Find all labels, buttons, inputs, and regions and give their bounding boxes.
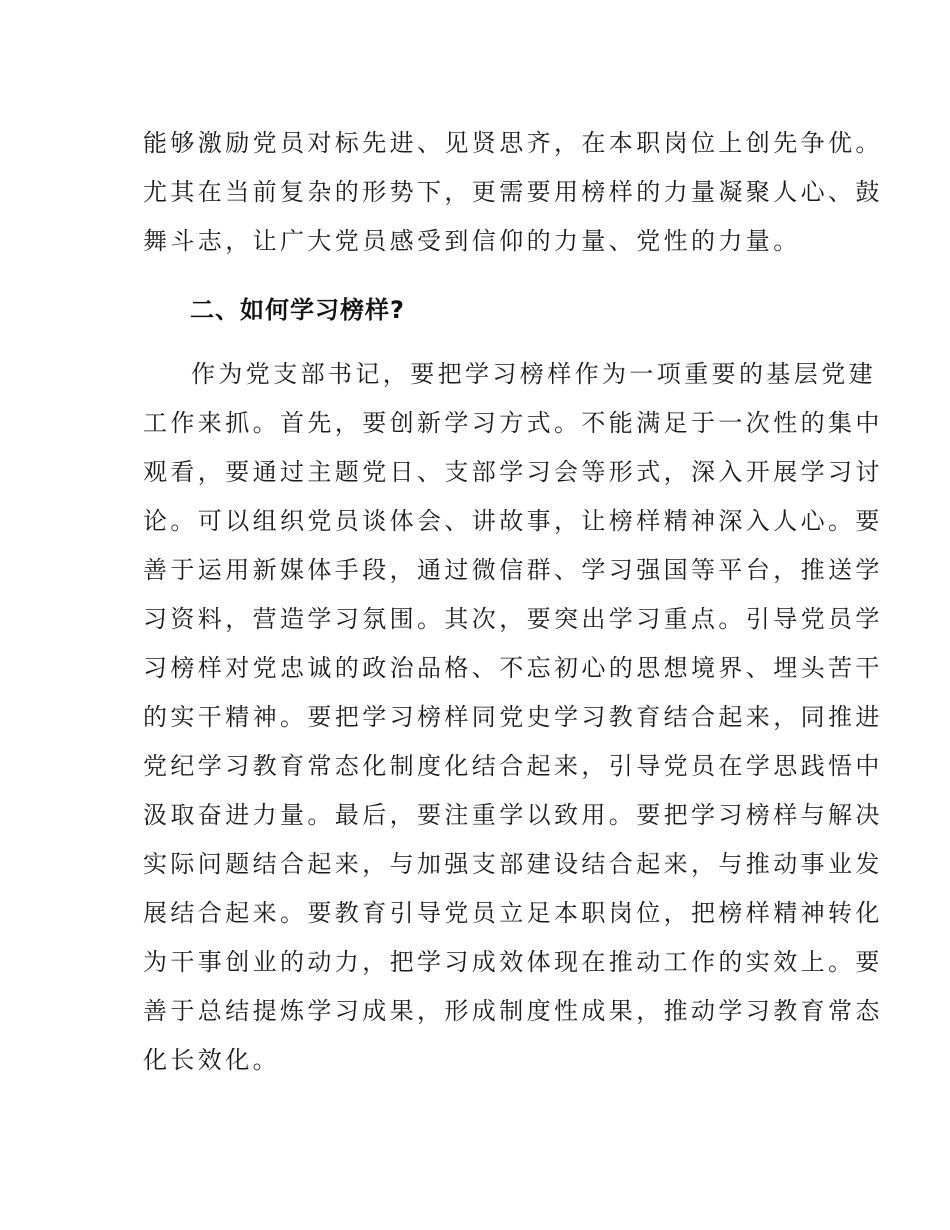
paragraph-line: 习榜样对党忠诚的政治品格、不忘初心的思想境界、埋头苦干: [143, 654, 883, 682]
paragraph-line: 汲取奋进力量。最后，要注重学以致用。要把学习榜样与解决: [143, 801, 883, 829]
paragraph-line: 化长效化。: [143, 1046, 280, 1074]
paragraph-line: 工作来抓。首先，要创新学习方式。不能满足于一次性的集中: [143, 409, 883, 437]
paragraph-line: 习资料，营造学习氛围。其次，要突出学习重点。引导党员学: [143, 605, 883, 633]
paragraph-line: 的实干精神。要把学习榜样同党史学习教育结合起来，同推进: [143, 703, 883, 731]
paragraph-line: 实际问题结合起来，与加强支部建设结合起来，与推动事业发: [143, 850, 883, 878]
section-heading: 二、如何学习榜样?: [190, 296, 405, 324]
paragraph-line: 论。可以组织党员谈体会、讲故事，让榜样精神深入人心。要: [143, 507, 883, 535]
paragraph-line: 能够激励党员对标先进、见贤思齐，在本职岗位上创先争优。: [143, 129, 883, 157]
paragraph-line: 展结合起来。要教育引导党员立足本职岗位，把榜样精神转化: [143, 899, 883, 927]
paragraph-line: 尤其在当前复杂的形势下，更需要用榜样的力量凝聚人心、鼓: [143, 178, 883, 206]
paragraph-line: 为干事创业的动力，把学习成效体现在推动工作的实效上。要: [143, 948, 883, 976]
paragraph-line: 善于运用新媒体手段，通过微信群、学习强国等平台，推送学: [143, 556, 883, 584]
paragraph-line: 舞斗志，让广大党员感受到信仰的力量、党性的力量。: [143, 227, 801, 255]
paragraph-line: 作为党支部书记，要把学习榜样作为一项重要的基层党建: [191, 360, 876, 388]
paragraph-line: 观看，要通过主题党日、支部学习会等形式，深入开展学习讨: [143, 458, 883, 486]
paragraph-line: 党纪学习教育常态化制度化结合起来，引导党员在学思践悟中: [143, 752, 883, 780]
paragraph-line: 善于总结提炼学习成果，形成制度性成果，推动学习教育常态: [143, 997, 883, 1025]
